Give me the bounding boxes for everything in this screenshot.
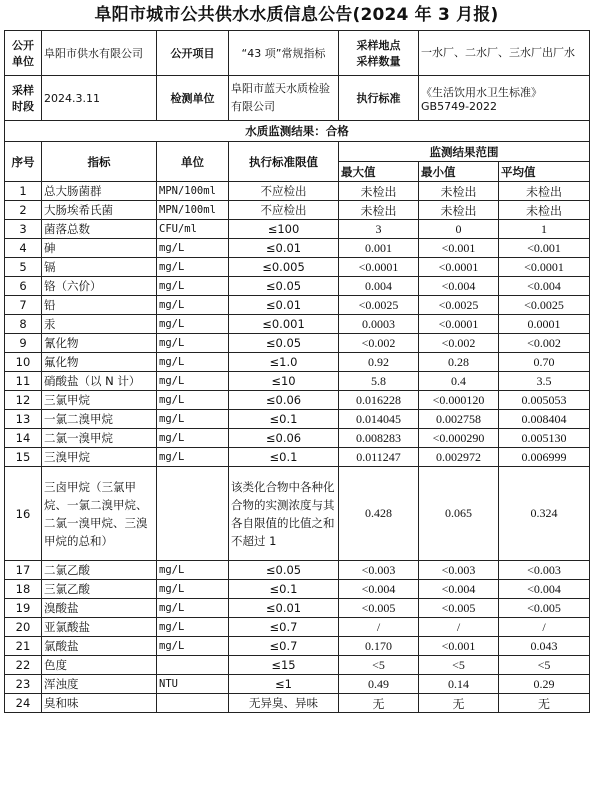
row-avg: 未检出 <box>499 182 590 201</box>
row-unit <box>157 694 229 713</box>
row-unit: mg/L <box>157 334 229 353</box>
col-no: 序号 <box>5 142 42 182</box>
row-limit: ≤0.001 <box>229 315 339 334</box>
row-max: 未检出 <box>339 182 419 201</box>
row-avg: <5 <box>499 656 590 675</box>
row-unit: mg/L <box>157 296 229 315</box>
row-min: 0 <box>419 220 499 239</box>
std-name: 《生活饮用水卫生标准》 <box>421 85 542 99</box>
std-code: GB5749-2022 <box>421 99 498 113</box>
row-no: 16 <box>5 467 42 561</box>
row-no: 23 <box>5 675 42 694</box>
row-min: <0.002 <box>419 334 499 353</box>
table-row <box>5 353 590 372</box>
row-min: 0.065 <box>419 467 499 561</box>
row-limit: ≤0.05 <box>229 277 339 296</box>
row-limit: ≤0.01 <box>229 599 339 618</box>
row-avg: 1 <box>499 220 590 239</box>
row-avg: <0.0001 <box>499 258 590 277</box>
row-avg: 无 <box>499 694 590 713</box>
row-limit: ≤15 <box>229 656 339 675</box>
row-max: 无 <box>339 694 419 713</box>
col-range: 监测结果范围 <box>339 142 590 162</box>
row-min: <0.000290 <box>419 429 499 448</box>
row-max: <0.002 <box>339 334 419 353</box>
row-avg: 0.008404 <box>499 410 590 429</box>
lab-label: 检测单位 <box>157 76 229 121</box>
table-row <box>5 334 590 353</box>
row-no: 4 <box>5 239 42 258</box>
row-limit: 该类化合物中各种化合物的实测浓度与其各自限值的比值之和不超过 1 <box>229 467 339 561</box>
col-name: 指标 <box>42 142 157 182</box>
row-max: 0.014045 <box>339 410 419 429</box>
row-avg: 0.324 <box>499 467 590 561</box>
row-max: 未检出 <box>339 201 419 220</box>
table-row <box>5 410 590 429</box>
row-no: 2 <box>5 201 42 220</box>
row-unit: mg/L <box>157 637 229 656</box>
row-min: <0.001 <box>419 239 499 258</box>
row-no: 3 <box>5 220 42 239</box>
row-no: 13 <box>5 410 42 429</box>
site-label: 采样地点 <box>356 39 401 52</box>
table-row <box>5 618 590 637</box>
table-row <box>5 656 590 675</box>
row-limit: ≤0.7 <box>229 637 339 656</box>
unit-label: 公开单位 <box>5 31 42 76</box>
row-max: 0.92 <box>339 353 419 372</box>
col-unit: 单位 <box>157 142 229 182</box>
row-no: 12 <box>5 391 42 410</box>
row-name: 硝酸盐（以 N 计） <box>42 372 157 391</box>
row-no: 17 <box>5 561 42 580</box>
table-row <box>5 315 590 334</box>
row-min: <0.004 <box>419 277 499 296</box>
row-no: 6 <box>5 277 42 296</box>
row-unit: mg/L <box>157 391 229 410</box>
row-no: 11 <box>5 372 42 391</box>
std-label: 执行标准 <box>339 76 419 121</box>
row-no: 1 <box>5 182 42 201</box>
row-avg: 0.70 <box>499 353 590 372</box>
row-min: 0.28 <box>419 353 499 372</box>
row-unit: mg/L <box>157 599 229 618</box>
row-max: 0.428 <box>339 467 419 561</box>
row-avg: <0.004 <box>499 580 590 599</box>
row-min: <0.004 <box>419 580 499 599</box>
std-value <box>419 76 590 121</box>
row-min: 未检出 <box>419 182 499 201</box>
row-min: <0.001 <box>419 637 499 656</box>
table-row <box>5 391 590 410</box>
table-row <box>5 277 590 296</box>
time-value: 2024.3.11 <box>42 76 157 121</box>
row-limit: ≤0.05 <box>229 334 339 353</box>
row-name: 砷 <box>42 239 157 258</box>
col-limit: 执行标准限值 <box>229 142 339 182</box>
row-limit: ≤0.05 <box>229 561 339 580</box>
row-avg: 0.29 <box>499 675 590 694</box>
row-unit: mg/L <box>157 410 229 429</box>
row-limit: ≤0.01 <box>229 239 339 258</box>
site-labels <box>339 31 419 76</box>
row-limit: ≤0.06 <box>229 429 339 448</box>
table-row <box>5 296 590 315</box>
col-avg: 平均值 <box>499 162 590 182</box>
row-limit: ≤0.1 <box>229 410 339 429</box>
row-unit: MPN/100ml <box>157 201 229 220</box>
row-max: 0.170 <box>339 637 419 656</box>
row-max: 0.004 <box>339 277 419 296</box>
col-max: 最大值 <box>339 162 419 182</box>
row-name: 镉 <box>42 258 157 277</box>
row-unit <box>157 467 229 561</box>
row-avg: <0.004 <box>499 277 590 296</box>
row-name: 大肠埃希氏菌 <box>42 201 157 220</box>
row-no: 19 <box>5 599 42 618</box>
row-max: 0.49 <box>339 675 419 694</box>
row-avg: 0.005053 <box>499 391 590 410</box>
row-no: 22 <box>5 656 42 675</box>
table-row <box>5 599 590 618</box>
row-max: 0.001 <box>339 239 419 258</box>
row-no: 20 <box>5 618 42 637</box>
row-name: 铅 <box>42 296 157 315</box>
row-max: <0.005 <box>339 599 419 618</box>
row-unit: mg/L <box>157 372 229 391</box>
col-min: 最小值 <box>419 162 499 182</box>
row-name: 三卤甲烷（三氯甲烷、一氯二溴甲烷、二氯一溴甲烷、三溴甲烷的总和） <box>42 467 157 561</box>
row-min: <0.000120 <box>419 391 499 410</box>
row-name: 三溴甲烷 <box>42 448 157 467</box>
row-name: 二氯乙酸 <box>42 561 157 580</box>
row-name: 铬（六价） <box>42 277 157 296</box>
row-limit: ≤0.01 <box>229 296 339 315</box>
row-min: <0.0001 <box>419 258 499 277</box>
table-row <box>5 637 590 656</box>
table-body <box>5 182 590 713</box>
row-name: 汞 <box>42 315 157 334</box>
table-row <box>5 429 590 448</box>
row-name: 三氯甲烷 <box>42 391 157 410</box>
row-min: <5 <box>419 656 499 675</box>
table-row <box>5 258 590 277</box>
row-max: 0.016228 <box>339 391 419 410</box>
row-min: 0.4 <box>419 372 499 391</box>
table-row <box>5 182 590 201</box>
row-unit: CFU/ml <box>157 220 229 239</box>
row-no: 15 <box>5 448 42 467</box>
row-limit: ≤0.005 <box>229 258 339 277</box>
row-avg: 未检出 <box>499 201 590 220</box>
item-value: “43 项”常规指标 <box>229 31 339 76</box>
row-name: 亚氯酸盐 <box>42 618 157 637</box>
row-min: <0.003 <box>419 561 499 580</box>
item-label: 公开项目 <box>157 31 229 76</box>
table-row <box>5 448 590 467</box>
row-limit: 不应检出 <box>229 182 339 201</box>
row-limit: 无异臭、异味 <box>229 694 339 713</box>
row-name: 菌落总数 <box>42 220 157 239</box>
water-quality-table <box>4 30 590 713</box>
row-name: 三氯乙酸 <box>42 580 157 599</box>
row-min: 无 <box>419 694 499 713</box>
row-limit: 不应检出 <box>229 201 339 220</box>
row-min: / <box>419 618 499 637</box>
row-unit: mg/L <box>157 448 229 467</box>
row-unit: MPN/100ml <box>157 182 229 201</box>
table-row <box>5 580 590 599</box>
row-limit: ≤0.1 <box>229 448 339 467</box>
row-avg: 0.0001 <box>499 315 590 334</box>
row-no: 18 <box>5 580 42 599</box>
row-max: <0.004 <box>339 580 419 599</box>
row-unit: mg/L <box>157 580 229 599</box>
row-max: <0.0025 <box>339 296 419 315</box>
row-no: 24 <box>5 694 42 713</box>
row-no: 9 <box>5 334 42 353</box>
row-max: <5 <box>339 656 419 675</box>
row-no: 21 <box>5 637 42 656</box>
row-min: 未检出 <box>419 201 499 220</box>
table-row <box>5 561 590 580</box>
row-unit: NTU <box>157 675 229 694</box>
row-min: <0.005 <box>419 599 499 618</box>
row-name: 色度 <box>42 656 157 675</box>
row-no: 14 <box>5 429 42 448</box>
row-min: 0.002972 <box>419 448 499 467</box>
row-name: 总大肠菌群 <box>42 182 157 201</box>
row-max: <0.0001 <box>339 258 419 277</box>
row-unit: mg/L <box>157 353 229 372</box>
row-limit: ≤10 <box>229 372 339 391</box>
table-row <box>5 694 590 713</box>
lab-value: 阜阳市蓝天水质检验有限公司 <box>229 76 339 121</box>
row-name: 氯酸盐 <box>42 637 157 656</box>
row-name: 二氯一溴甲烷 <box>42 429 157 448</box>
row-name: 氟化物 <box>42 353 157 372</box>
row-unit: mg/L <box>157 315 229 334</box>
row-limit: ≤100 <box>229 220 339 239</box>
row-unit <box>157 656 229 675</box>
row-unit: mg/L <box>157 239 229 258</box>
row-avg: <0.005 <box>499 599 590 618</box>
time-label: 采样时段 <box>5 76 42 121</box>
table-row <box>5 372 590 391</box>
row-min: <0.0025 <box>419 296 499 315</box>
row-limit: ≤0.06 <box>229 391 339 410</box>
row-avg: / <box>499 618 590 637</box>
row-max: / <box>339 618 419 637</box>
row-limit: ≤0.1 <box>229 580 339 599</box>
row-name: 氰化物 <box>42 334 157 353</box>
table-row <box>5 467 590 561</box>
row-unit: mg/L <box>157 618 229 637</box>
row-name: 臭和味 <box>42 694 157 713</box>
row-avg: <0.0025 <box>499 296 590 315</box>
row-avg: 3.5 <box>499 372 590 391</box>
page-title: 阜阳市城市公共供水水质信息公告(2024 年 3 月报) <box>94 5 499 25</box>
row-max: 0.011247 <box>339 448 419 467</box>
row-min: <0.0001 <box>419 315 499 334</box>
row-avg: <0.002 <box>499 334 590 353</box>
table-row <box>5 675 590 694</box>
row-avg: 0.043 <box>499 637 590 656</box>
row-max: 3 <box>339 220 419 239</box>
row-no: 8 <box>5 315 42 334</box>
row-unit: mg/L <box>157 429 229 448</box>
row-unit: mg/L <box>157 258 229 277</box>
table-row <box>5 239 590 258</box>
table-row <box>5 220 590 239</box>
count-label: 采样数量 <box>356 55 401 68</box>
row-unit: mg/L <box>157 561 229 580</box>
row-avg: <0.001 <box>499 239 590 258</box>
row-name: 浑浊度 <box>42 675 157 694</box>
row-max: 0.0003 <box>339 315 419 334</box>
row-min: 0.14 <box>419 675 499 694</box>
row-name: 一氯二溴甲烷 <box>42 410 157 429</box>
row-limit: ≤1 <box>229 675 339 694</box>
row-no: 7 <box>5 296 42 315</box>
row-max: 0.008283 <box>339 429 419 448</box>
row-avg: 0.005130 <box>499 429 590 448</box>
row-avg: 0.006999 <box>499 448 590 467</box>
row-max: 5.8 <box>339 372 419 391</box>
row-name: 溴酸盐 <box>42 599 157 618</box>
row-max: <0.003 <box>339 561 419 580</box>
table-row <box>5 201 590 220</box>
row-no: 10 <box>5 353 42 372</box>
row-min: 0.002758 <box>419 410 499 429</box>
row-no: 5 <box>5 258 42 277</box>
unit-value: 阜阳市供水有限公司 <box>42 31 157 76</box>
row-unit: mg/L <box>157 277 229 296</box>
row-limit: ≤0.7 <box>229 618 339 637</box>
result-summary: 水质监测结果：合格 <box>5 121 590 142</box>
site-value: 一水厂、二水厂、三水厂出厂水 <box>419 31 590 76</box>
row-avg: <0.003 <box>499 561 590 580</box>
row-limit: ≤1.0 <box>229 353 339 372</box>
